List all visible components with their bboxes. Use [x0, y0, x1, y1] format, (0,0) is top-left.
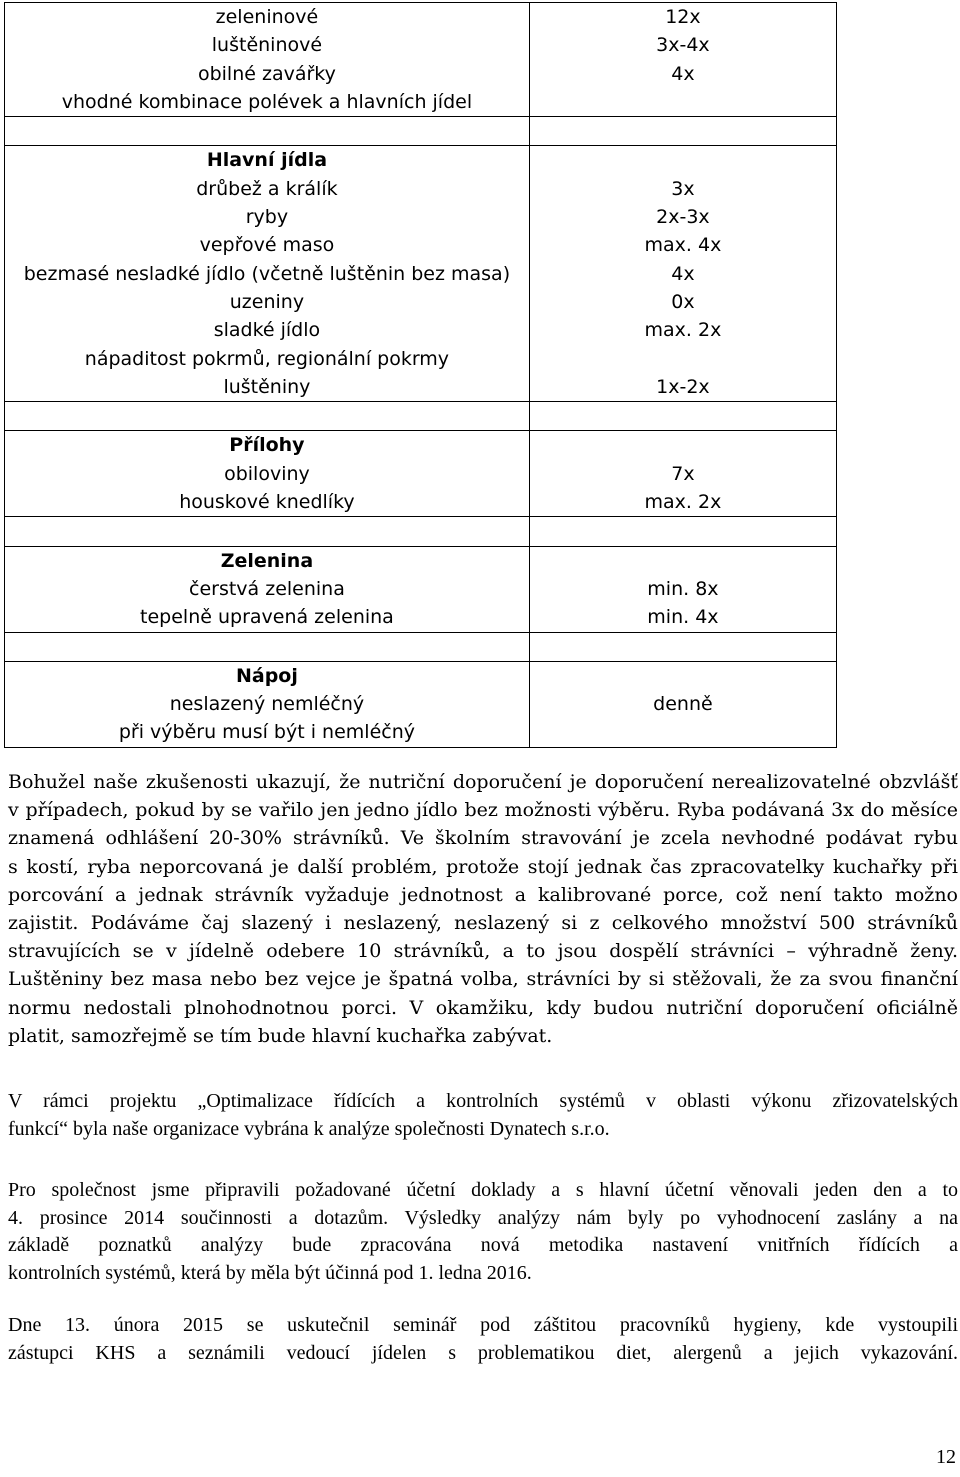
- table-line: min. 8x: [647, 577, 719, 600]
- table-row: [5, 661, 837, 747]
- table-cell-foods: [5, 3, 530, 117]
- table-line: 2x-3x: [656, 206, 710, 229]
- table-spacer-row: [5, 632, 837, 661]
- table-row: [5, 3, 837, 117]
- text-line: stravujících se v jídelně odebere 10 strávníků, a to jsou dospělí strávníci – výhradně ženy.: [8, 940, 958, 963]
- section-heading: Zelenina: [220, 549, 314, 572]
- table-line: nápaditost pokrmů, regionální pokrmy: [84, 347, 450, 370]
- table-line: 0x: [671, 290, 695, 313]
- table-line: luštěninové: [211, 34, 323, 57]
- paragraph-seminar: [8, 1312, 958, 1367]
- text-line: základě poznatků analýzy bude zpracována nová metodika nastavení vnitřních řídících a: [8, 1234, 958, 1256]
- table-line: denně: [653, 693, 713, 716]
- text-line: Dne 13. února 2015 se uskutečnil seminář pod záštitou pracovníků hygieny, kde vystoupili: [8, 1314, 958, 1336]
- table-row: [5, 431, 837, 517]
- table-line: tepelně upravená zelenina: [140, 606, 394, 629]
- table-line: vhodné kombinace polévek a hlavních jídel: [61, 90, 473, 113]
- table-line: houskové knedlíky: [179, 491, 355, 514]
- table-cell-frequency: [529, 546, 836, 632]
- text-line: normu nedostali plnohodnotnou porci. V okamžiku, kdy budou nutriční doporučení oficiálně: [8, 996, 958, 1019]
- text-line: Bohužel naše zkušenosti ukazují, že nutriční doporučení je doporučení nerealizovatelné obzvlášť: [8, 771, 958, 793]
- text-line: kontrolních systémů, která by měla být účinná pod 1. ledna 2016.: [8, 1261, 532, 1284]
- table-line: drůbež a králík: [196, 177, 338, 200]
- table-cell-foods: [5, 661, 530, 747]
- paragraph-project: [8, 1088, 958, 1143]
- table-line: čerstvá zelenina: [189, 577, 345, 600]
- nutrition-frequency-table: [4, 2, 837, 748]
- text-line: 4. prosince 2014 součinnosti a dotazům. Výsledky analýzy nám byly po vyhodnocení zaslány a na: [8, 1206, 958, 1229]
- table-line: obiloviny: [224, 462, 310, 485]
- table-spacer-row: [5, 402, 837, 431]
- table-line: sladké jídlo: [213, 319, 321, 342]
- table-line: [530, 431, 836, 459]
- table-line: max. 2x: [644, 319, 722, 342]
- table-line: 4x: [671, 62, 695, 85]
- table-line: obilné zavářky: [197, 62, 336, 85]
- table-line: neslazený nemléčný: [169, 693, 365, 716]
- table-cell-foods: [5, 146, 530, 402]
- text-line: znamená odhlášení 20-30% strávníků. Ve školním stravování je zcela nevhodné podávat rybu: [8, 827, 958, 850]
- table-cell-frequency: [529, 431, 836, 517]
- paragraph-accounting: [8, 1177, 958, 1287]
- text-line: Pro společnost jsme připravili požadované účetní doklady a s hlavní účetní věnovali jeden den a to: [8, 1179, 958, 1201]
- text-line: zajistit. Podáváme čaj slazený i neslazený, neslazený si z celkového množství 500 strávníků: [8, 912, 958, 935]
- table-line: [530, 146, 836, 174]
- table-cell-frequency: [529, 661, 836, 747]
- table-line: 12x: [665, 6, 701, 28]
- table-cell-frequency: [529, 146, 836, 402]
- table-row: [5, 146, 837, 402]
- text-line: v případech, pokud by se vařilo jen jedno jídlo bez možnosti výběru. Ryba podávaná 3x do měsíce: [8, 799, 958, 822]
- table-line: 1x-2x: [656, 375, 710, 398]
- table-line: zeleninové: [215, 6, 319, 28]
- table-line: uzeniny: [229, 290, 305, 313]
- text-line: porcování a jednak strávník vyžaduje jednotnost a kalibrované porce, což není takto možno: [8, 883, 958, 906]
- table-line: max. 4x: [644, 234, 722, 257]
- table-row: [5, 546, 837, 632]
- page-number: 12: [936, 1446, 956, 1468]
- table-line: bezmasé nesladké jídlo (včetně luštěnin bez masa): [23, 262, 511, 285]
- paragraph-nutrition-experience: [8, 768, 958, 1050]
- table-line: 3x-4x: [656, 34, 710, 57]
- text-line: Luštěniny bez masa nebo bez vejce je špatná volba, strávníci by si stěžovali, že za svou finanční: [8, 968, 958, 991]
- text-line: zástupci KHS a seznámili vedoucí jídelen s problematikou diet, alergenů a jejich vykazování.: [8, 1341, 958, 1364]
- section-heading: Hlavní jídla: [206, 149, 328, 172]
- table-spacer-row: [5, 117, 837, 146]
- section-heading: Přílohy: [229, 434, 305, 457]
- table-line: 4x: [671, 262, 695, 285]
- table-cell-foods: [5, 546, 530, 632]
- table-line: min. 4x: [647, 606, 719, 629]
- table-line: vepřové maso: [199, 234, 335, 257]
- text-line: platit, samozřejmě se tím bude hlavní kuchařka zabývat.: [8, 1024, 553, 1047]
- table-line: max. 2x: [644, 491, 722, 514]
- table-cell-frequency: [529, 3, 836, 117]
- table-spacer-row: [5, 517, 837, 546]
- table-cell-foods: [5, 431, 530, 517]
- table-line: luštěniny: [223, 375, 311, 398]
- text-line: funkcí“ byla naše organizace vybrána k analýze společnosti Dynatech s.r.o.: [8, 1117, 610, 1140]
- table-line: [530, 345, 836, 373]
- table-line: [530, 88, 836, 116]
- section-heading: Nápoj: [235, 664, 298, 687]
- table-line: [530, 547, 836, 575]
- table-line: ryby: [245, 206, 289, 229]
- table-line: při výběru musí být i nemléčný: [118, 721, 415, 744]
- text-line: s kostí, ryba neporcovaná je další problém, protože stojí jednak čas zpracovatelky kuchařky při: [8, 855, 958, 878]
- table-line: 7x: [671, 462, 695, 485]
- table-line: 3x: [671, 177, 695, 200]
- text-line: V rámci projektu „Optimalizace řídících a kontrolních systémů v oblasti výkonu zřizovatelských: [8, 1090, 958, 1112]
